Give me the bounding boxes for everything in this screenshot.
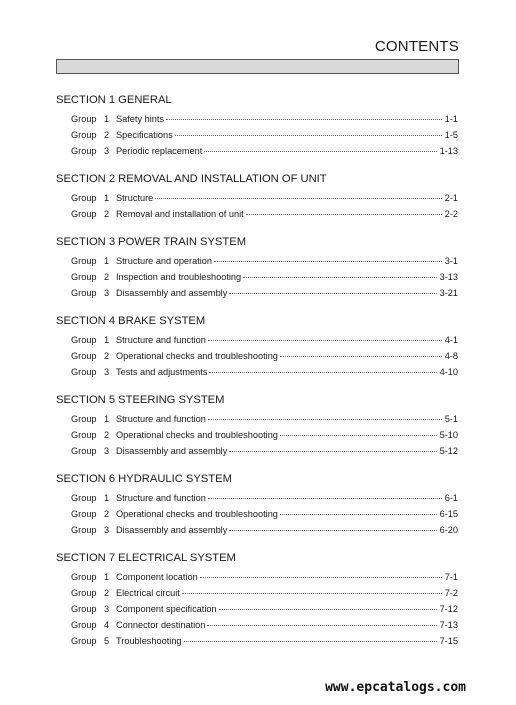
group-number: 1 — [104, 572, 110, 582]
section-title: SECTION 5 STEERING SYSTEM — [56, 394, 225, 406]
toc-entry[interactable] — [56, 506, 458, 522]
group-title: Disassembly and assembly — [116, 288, 228, 298]
section-title: SECTION 7 ELECTRICAL SYSTEM — [56, 552, 236, 564]
group-title: Safety hints — [116, 114, 165, 124]
group-label: Group — [71, 430, 97, 440]
group-label: Group — [71, 146, 97, 156]
toc-entry[interactable] — [56, 111, 458, 127]
section-title: SECTION 4 BRAKE SYSTEM — [56, 315, 206, 327]
dot-leader — [200, 577, 442, 578]
group-number: 1 — [104, 193, 110, 203]
group-label: Group — [71, 509, 97, 519]
group-title: Structure and function — [116, 335, 206, 345]
page-number: 1-13 — [439, 146, 458, 156]
section-block — [56, 235, 458, 301]
page-number: 7-1 — [444, 572, 458, 582]
section-block — [56, 551, 458, 649]
page-number: 3-13 — [439, 272, 458, 282]
group-label: Group — [71, 272, 97, 282]
dot-leader — [229, 293, 436, 294]
group-title: Electrical circuit — [116, 588, 180, 598]
group-title: Structure and operation — [116, 256, 213, 266]
section-block — [56, 93, 458, 159]
page-number: 4-10 — [439, 367, 458, 377]
toc-entry[interactable] — [56, 443, 458, 459]
section-title: SECTION 6 HYDRAULIC SYSTEM — [56, 473, 232, 485]
group-title: Operational checks and troubleshooting — [116, 351, 278, 361]
section-block — [56, 314, 458, 380]
group-number: 3 — [104, 604, 110, 614]
dot-leader — [175, 135, 442, 136]
dot-leader — [182, 593, 442, 594]
group-label: Group — [71, 636, 97, 646]
group-label: Group — [71, 114, 97, 124]
group-number: 5 — [104, 636, 110, 646]
group-title: Component specification — [116, 604, 217, 614]
group-number: 1 — [104, 256, 110, 266]
group-label: Group — [71, 525, 97, 535]
page-number: 7-2 — [444, 588, 458, 598]
page-number: 5-12 — [439, 446, 458, 456]
group-title: Specifications — [116, 130, 173, 140]
toc-entry[interactable] — [56, 633, 458, 649]
dot-leader — [204, 151, 436, 152]
section-title: SECTION 1 GENERAL — [56, 94, 172, 106]
dot-leader — [209, 372, 436, 373]
group-label: Group — [71, 493, 97, 503]
group-label: Group — [71, 351, 97, 361]
toc-entry[interactable] — [56, 490, 458, 506]
toc-entry[interactable] — [56, 601, 458, 617]
toc-entry[interactable] — [56, 411, 458, 427]
group-title: Structure and function — [116, 493, 206, 503]
dot-leader — [280, 435, 437, 436]
group-label: Group — [71, 604, 97, 614]
group-label: Group — [71, 335, 97, 345]
toc-entry[interactable] — [56, 206, 458, 222]
toc-entry[interactable] — [56, 332, 458, 348]
group-title: Component location — [116, 572, 198, 582]
section-block — [56, 172, 458, 222]
group-title: Structure — [116, 193, 154, 203]
page-number: 6-1 — [444, 493, 458, 503]
page-number: 4-8 — [444, 351, 458, 361]
page-number: 6-20 — [439, 525, 458, 535]
dot-leader — [243, 277, 436, 278]
dot-leader — [155, 198, 441, 199]
group-title: Operational checks and troubleshooting — [116, 430, 278, 440]
group-label: Group — [71, 288, 97, 298]
group-number: 3 — [104, 146, 110, 156]
group-number: 2 — [104, 351, 110, 361]
group-number: 2 — [104, 130, 110, 140]
toc-entry[interactable] — [56, 253, 458, 269]
toc-entry[interactable] — [56, 127, 458, 143]
group-number: 4 — [104, 620, 110, 630]
group-number: 1 — [104, 114, 110, 124]
dot-leader — [219, 609, 437, 610]
group-title: Disassembly and assembly — [116, 446, 228, 456]
page-number: 6-15 — [439, 509, 458, 519]
dot-leader — [208, 419, 442, 420]
section-title: SECTION 3 POWER TRAIN SYSTEM — [56, 236, 247, 248]
group-number: 1 — [104, 335, 110, 345]
group-number: 2 — [104, 509, 110, 519]
group-label: Group — [71, 414, 97, 424]
group-number: 3 — [104, 288, 110, 298]
page-number: 4-1 — [444, 335, 458, 345]
group-title: Tests and adjustments — [116, 367, 208, 377]
dot-leader — [208, 498, 442, 499]
dot-leader — [280, 356, 442, 357]
toc-entry[interactable] — [56, 285, 458, 301]
group-number: 1 — [104, 414, 110, 424]
toc-entry[interactable] — [56, 143, 458, 159]
footer-watermark: www.epcatalogs.com — [325, 680, 466, 695]
group-title: Operational checks and troubleshooting — [116, 509, 278, 519]
section-block — [56, 393, 458, 459]
dot-leader — [214, 261, 442, 262]
page-number: 7-12 — [439, 604, 458, 614]
toc-entry[interactable] — [56, 522, 458, 538]
page-number: 5-10 — [439, 430, 458, 440]
group-label: Group — [71, 256, 97, 266]
group-title: Inspection and troubleshooting — [116, 272, 242, 282]
group-title: Removal and installation of unit — [116, 209, 244, 219]
group-label: Group — [71, 588, 97, 598]
group-number: 3 — [104, 525, 110, 535]
group-number: 2 — [104, 588, 110, 598]
toc-entry[interactable] — [56, 348, 458, 364]
toc-entry[interactable] — [56, 269, 458, 285]
group-label: Group — [71, 130, 97, 140]
dot-leader — [229, 451, 436, 452]
page-number: 1-5 — [444, 130, 458, 140]
group-label: Group — [71, 572, 97, 582]
page-number: 3-21 — [439, 288, 458, 298]
page-title: CONTENTS — [374, 38, 459, 55]
page-number: 1-1 — [444, 114, 458, 124]
dot-leader — [166, 119, 442, 120]
dot-leader — [207, 625, 436, 626]
section-title: SECTION 2 REMOVAL AND INSTALLATION OF UNIT — [56, 173, 327, 185]
page-number: 2-2 — [444, 209, 458, 219]
toc-entry[interactable] — [56, 585, 458, 601]
group-title: Troubleshooting — [116, 636, 182, 646]
page-number: 7-15 — [439, 636, 458, 646]
group-number: 3 — [104, 367, 110, 377]
dot-leader — [229, 530, 436, 531]
group-label: Group — [71, 620, 97, 630]
toc-entry[interactable] — [56, 364, 458, 380]
toc-entry[interactable] — [56, 617, 458, 633]
group-label: Group — [71, 446, 97, 456]
group-title: Periodic replacement — [116, 146, 203, 156]
group-label: Group — [71, 367, 97, 377]
group-number: 3 — [104, 446, 110, 456]
header-bar — [56, 59, 459, 74]
toc-entry[interactable] — [56, 190, 458, 206]
page-number: 7-13 — [439, 620, 458, 630]
page-number: 5-1 — [444, 414, 458, 424]
dot-leader — [184, 641, 437, 642]
dot-leader — [208, 340, 442, 341]
dot-leader — [246, 214, 442, 215]
toc-entry[interactable] — [56, 427, 458, 443]
group-title: Disassembly and assembly — [116, 525, 228, 535]
group-title: Connector destination — [116, 620, 206, 630]
group-label: Group — [71, 209, 97, 219]
dot-leader — [280, 514, 437, 515]
group-number: 1 — [104, 493, 110, 503]
toc-entry[interactable] — [56, 569, 458, 585]
group-number: 2 — [104, 430, 110, 440]
group-title: Structure and function — [116, 414, 206, 424]
contents-list — [56, 93, 458, 662]
group-label: Group — [71, 193, 97, 203]
page-number: 2-1 — [444, 193, 458, 203]
section-block — [56, 472, 458, 538]
group-number: 2 — [104, 209, 110, 219]
page-number: 3-1 — [444, 256, 458, 266]
group-number: 2 — [104, 272, 110, 282]
